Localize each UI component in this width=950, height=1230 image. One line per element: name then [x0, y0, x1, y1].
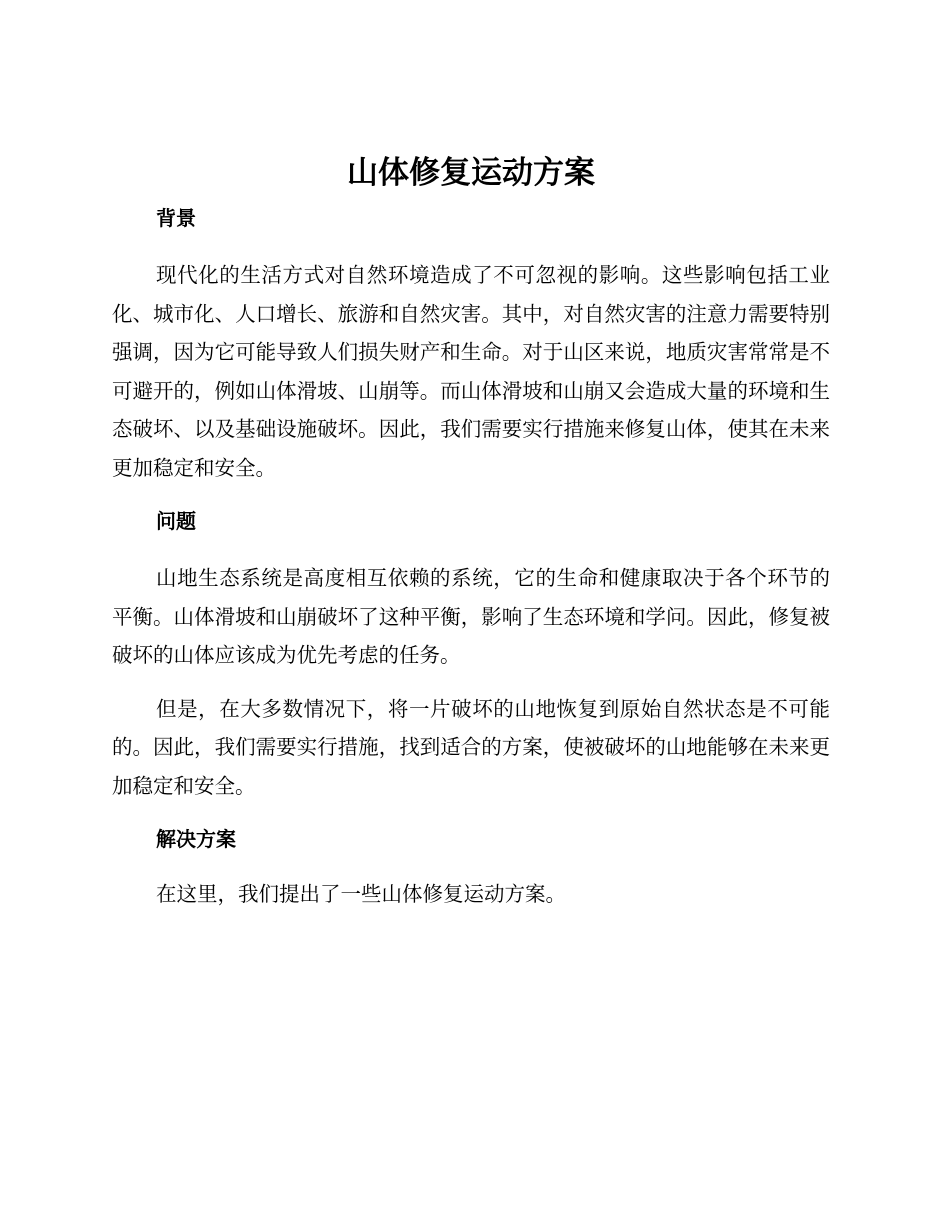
section-heading-solution: 解决方案 [156, 827, 236, 851]
paragraph-problem-1: 山地生态系统是高度相互依赖的系统，它的生命和健康取决于各个环节的平衡。山体滑坡和山崩破坏了这种平衡，影响了生态环境和学问。因此，修复被破坏的山体应该成为优先考虑的任务。 [112, 566, 830, 667]
paragraph-background: 现代化的生活方式对自然环境造成了不可忽视的影响。这些影响包括工业化、城市化、人口增长、旅游和自然灾害。其中，对自然灾害的注意力需要特别强调，因为它可能导致人们损失财产和生命。对于山区来说，地质灾害常常是不可避开的，例如山体滑坡、山崩等。而山体滑坡和山崩又会造成大量的环境和生态破坏、以及基础设施破坏。因此，我们需要实行措施来修复山体，使其在未来更加稳定和安全。 [112, 263, 830, 480]
document-title: 山体修复运动方案 [347, 155, 595, 191]
paragraph-problem-2: 但是，在大多数情况下，将一片破坏的山地恢复到原始自然状态是不可能的。因此，我们需要实行措施，找到适合的方案，使被破坏的山地能够在未来更加稳定和安全。 [112, 696, 830, 798]
section-heading-background: 背景 [156, 206, 196, 230]
section-heading-problem: 问题 [156, 509, 196, 533]
document-body [112, 150, 830, 914]
paragraph-solution: 在这里，我们提出了一些山体修复运动方案。 [156, 882, 566, 906]
